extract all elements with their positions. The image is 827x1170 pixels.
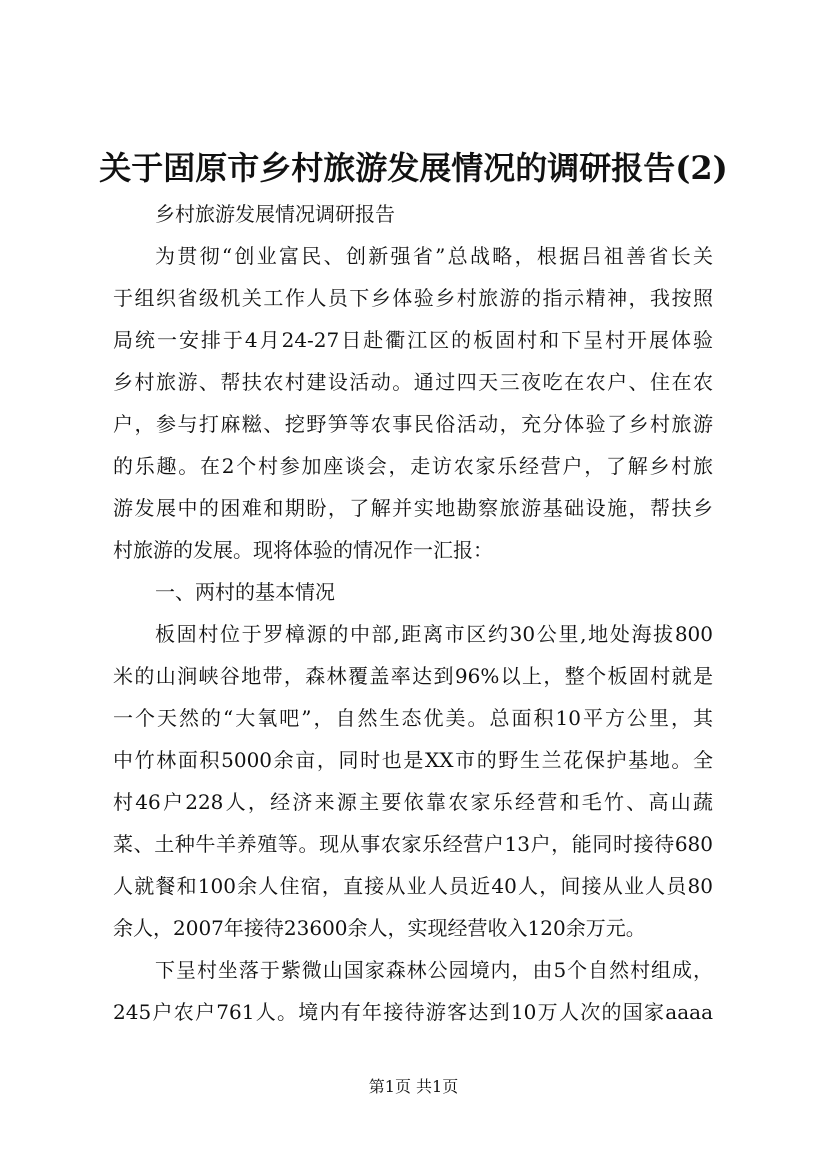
body-line: 户，参与打麻糍、挖野笋等农事民俗活动，充分体验了乡村旅游 <box>113 412 713 436</box>
body-line: 板固村位于罗樟源的中部,距离市区约30公里,地处海拔800 <box>155 622 713 646</box>
body-line: 下呈村坐落于紫微山国家森林公园境内，由5个自然村组成， <box>155 958 713 982</box>
body-line: 村46户228人，经济来源主要依靠农家乐经营和毛竹、高山蔬 <box>113 790 713 814</box>
body-line: 人就餐和100余人住宿，直接从业人员近40人，间接从业人员80 <box>113 874 713 898</box>
body-line: 游发展中的困难和期盼，了解并实地勘察旅游基础设施，帮扶乡 <box>113 496 713 520</box>
body-line: 菜、土种牛羊养殖等。现从事农家乐经营户13户，能同时接待680 <box>113 832 713 856</box>
body-line: 为贯彻“创业富民、创新强省”总战略，根据吕祖善省长关 <box>155 244 713 268</box>
document-title: 关于固原市乡村旅游发展情况的调研报告(2) <box>99 149 728 187</box>
body-line: 于组织省级机关工作人员下乡体验乡村旅游的指示精神，我按照 <box>113 286 713 310</box>
body-line: 乡村旅游发展情况调研报告 <box>155 202 395 226</box>
body-line: 局统一安排于4月24-27日赴衢江区的板固村和下呈村开展体验 <box>113 328 713 352</box>
page-footer: 第1页 共1页 <box>368 1077 459 1096</box>
document-body <box>113 193 713 1033</box>
body-line: 中竹林面积5000余亩，同时也是XX市的野生兰花保护基地。全 <box>113 748 713 772</box>
body-line: 乡村旅游、帮扶农村建设活动。通过四天三夜吃在农户、住在农 <box>113 370 713 394</box>
body-line: 245户农户761人。境内有年接待游客达到10万人次的国家aaaa <box>113 1000 713 1024</box>
body-line: 村旅游的发展。现将体验的情况作一汇报： <box>113 538 493 562</box>
body-line: 一个天然的“大氧吧”，自然生态优美。总面积10平方公里，其 <box>113 706 713 730</box>
body-line: 米的山涧峡谷地带，森林覆盖率达到96%以上，整个板固村就是 <box>113 664 713 688</box>
body-line: 一、两村的基本情况 <box>155 580 335 604</box>
body-line: 余人，2007年接待23600余人，实现经营收入120余万元。 <box>113 916 646 940</box>
body-line: 的乐趣。在2个村参加座谈会，走访农家乐经营户，了解乡村旅 <box>113 454 713 478</box>
